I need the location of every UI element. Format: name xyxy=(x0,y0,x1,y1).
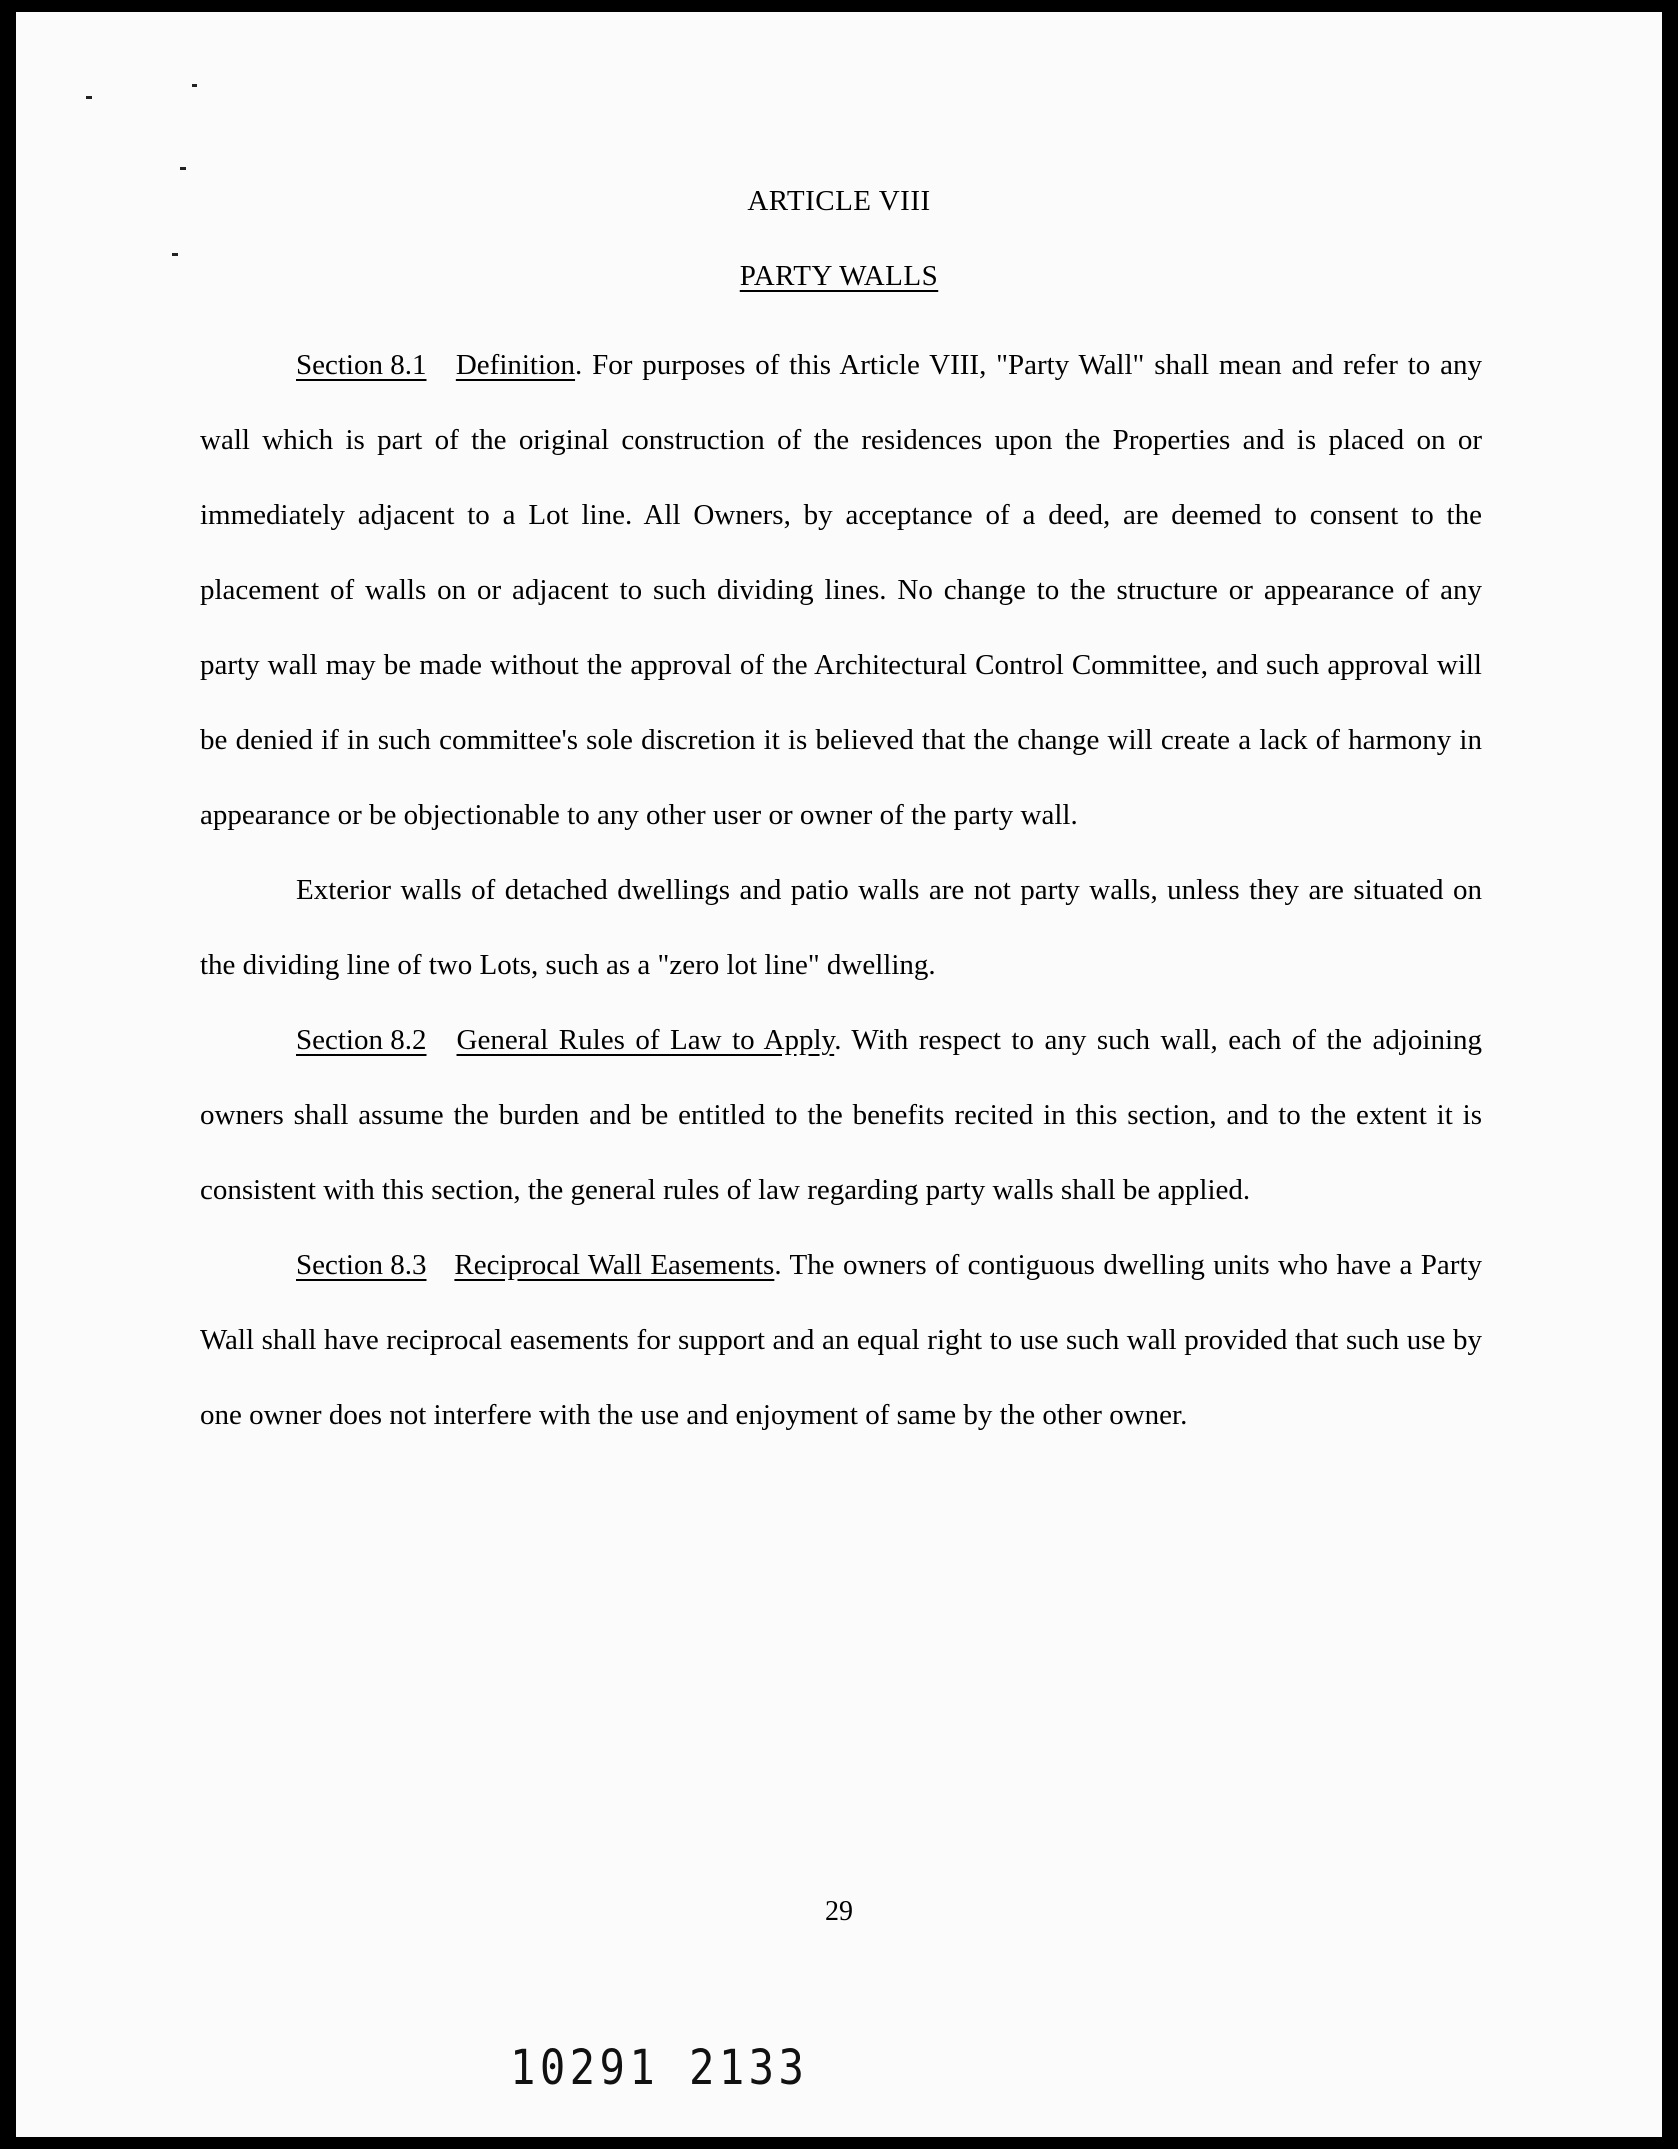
article-title: ARTICLE VIII xyxy=(747,185,931,217)
section-8-1-paragraph xyxy=(200,328,1482,853)
article-subtitle: PARTY WALLS xyxy=(739,260,939,292)
section-text: . The owners of contiguous dwelling units who have a Party Wall shall have reciprocal easements for support and an equal right to use such wall provided that such use by one owner does not interfere with the use and enjoyment of same by the other owner. xyxy=(200,1249,1483,1431)
section-8-3-paragraph xyxy=(200,1228,1482,1453)
section-text: . For purposes of this Article VIII, "Party Wall" shall mean and refer to any wall which is part of the original construction of the residences upon the Properties and is placed on or immediately adjacent to a Lot line. All Owners, by acceptance of a deed, are deemed to consent to the placement of walls on or adjacent to such dividing lines. No change to the structure or appearance of any party wall may be made without the approval of the Architectural Control Committee, and such approval will be denied if in such committee's sole discretion it is believed that the change will create a lack of harmony in appearance or be objectionable to any other user or owner of the party wall. xyxy=(200,349,1482,831)
scan-speck xyxy=(172,253,178,256)
scan-speck xyxy=(192,84,197,87)
recording-stamp: 10291 2133 xyxy=(510,2040,809,2096)
scan-speck xyxy=(180,167,186,170)
section-8-2-paragraph xyxy=(200,1003,1482,1228)
section-label: Section 8.2 xyxy=(296,1024,427,1056)
section-title: Reciprocal Wall Easements xyxy=(454,1249,775,1281)
document-body xyxy=(200,328,1482,1453)
section-label: Section 8.1 xyxy=(296,349,427,381)
section-text: . With respect to any such wall, each of the adjoining owners shall assume the burden and be entitled to the benefits recited in this section, and to the extent it is consistent with this section, the general rules of law regarding party walls shall be applied. xyxy=(200,1024,1482,1206)
exterior-walls-paragraph xyxy=(200,853,1482,1003)
paragraph-text: Exterior walls of detached dwellings and patio walls are not party walls, unless they are situated on the dividing line of two Lots, such as a "zero lot line" dwelling. xyxy=(200,874,1482,981)
section-title: General Rules of Law to Apply xyxy=(456,1024,835,1056)
page-number: 29 xyxy=(825,1896,853,1927)
scan-speck xyxy=(86,96,92,99)
section-title: Definition xyxy=(455,349,576,381)
section-label: Section 8.3 xyxy=(296,1249,427,1281)
